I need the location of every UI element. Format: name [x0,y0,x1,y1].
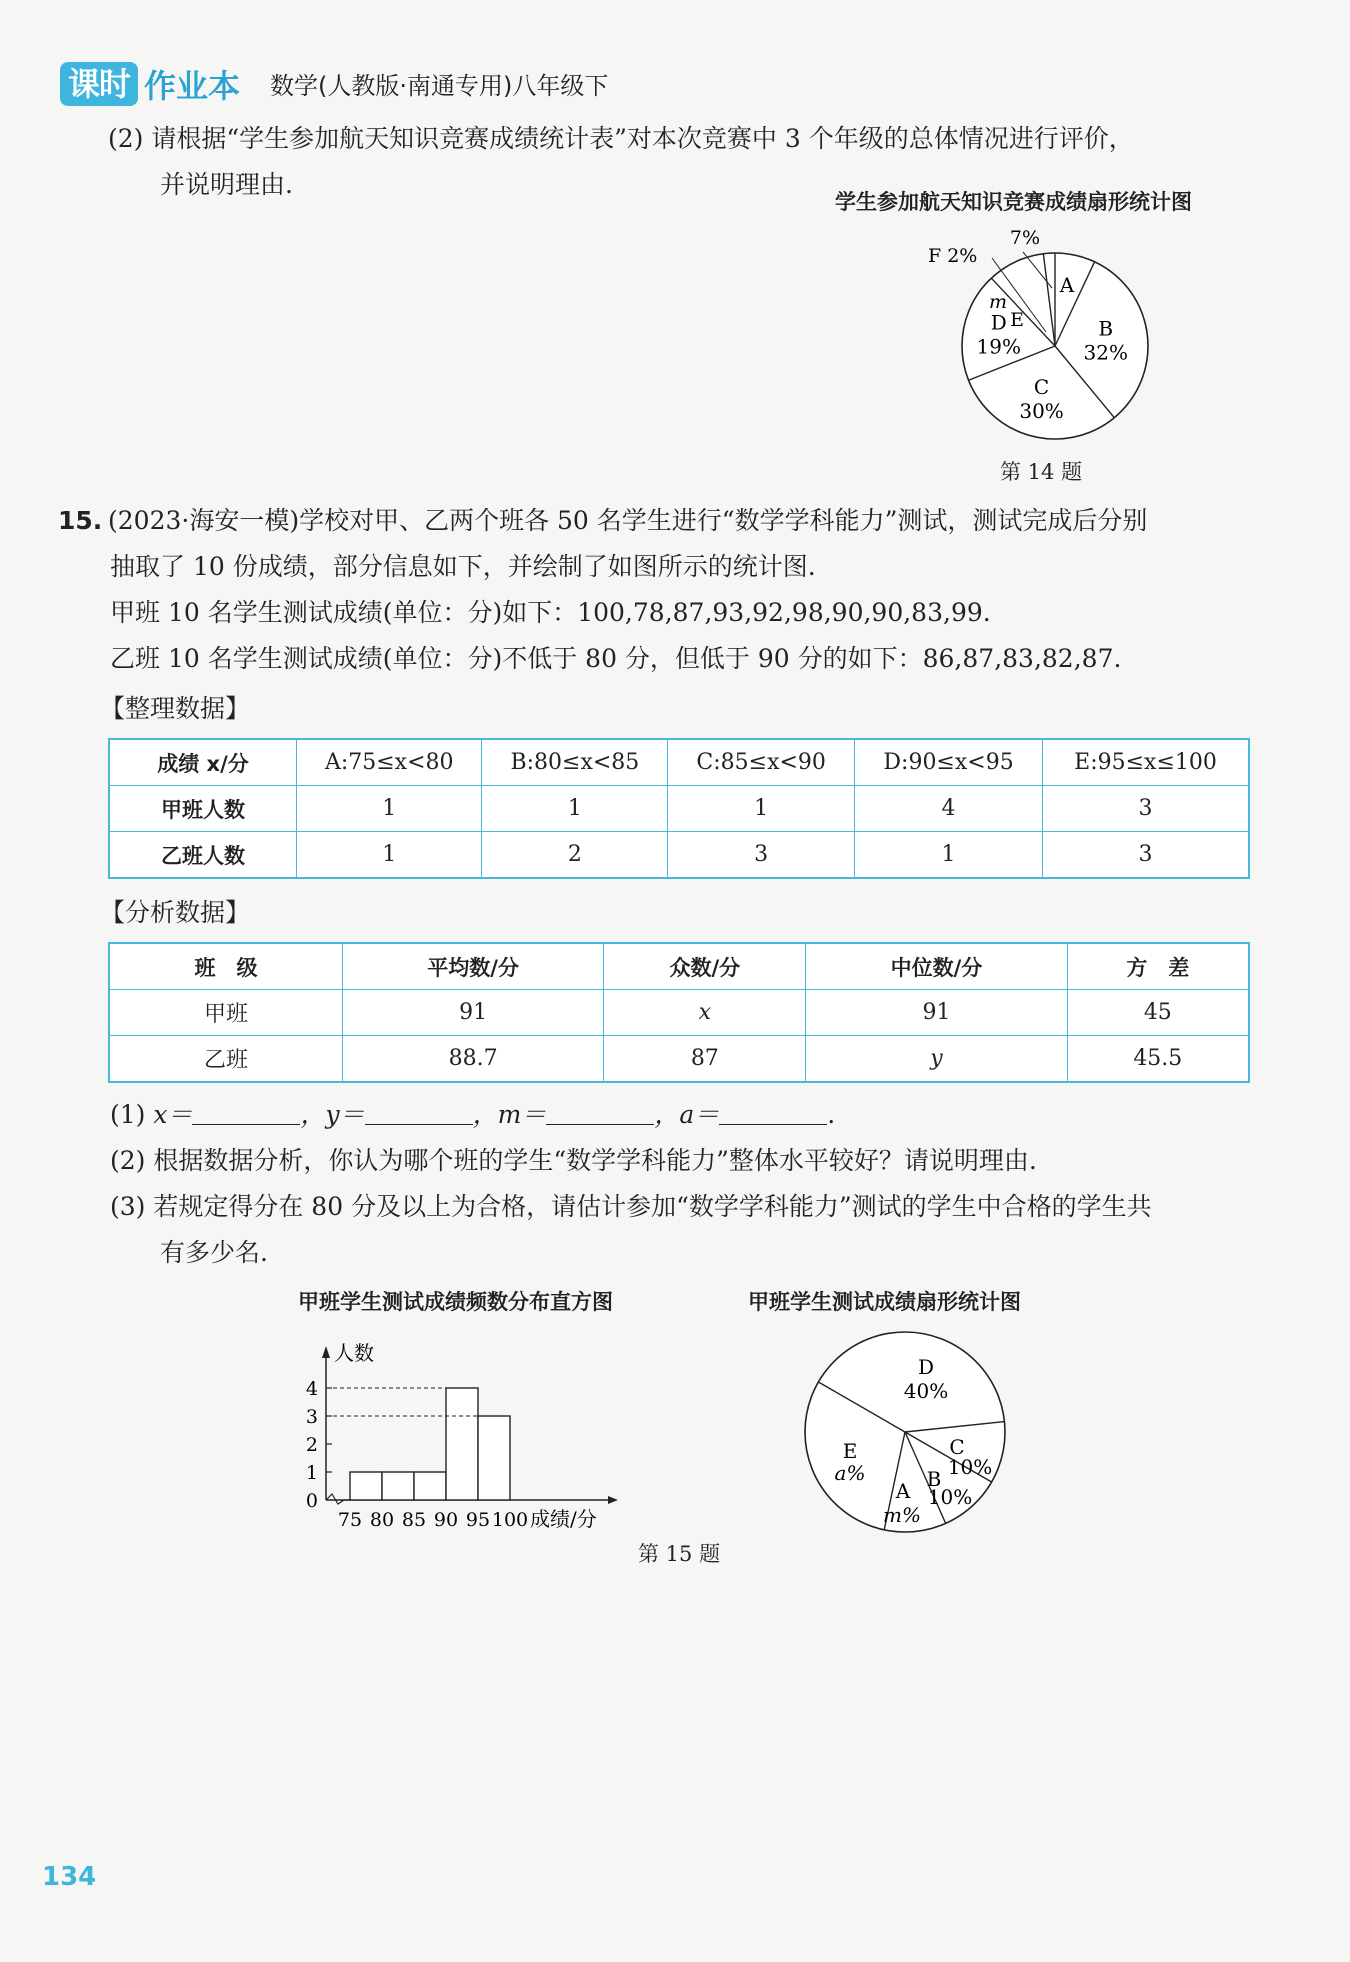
table-cell: 1 [297,832,482,879]
table-row [109,786,1249,832]
pie-slice-label: F 2% [928,245,978,267]
x-tick-label: 100 [491,1509,529,1531]
histogram-title: 甲班学生测试成绩频数分布直方图 [298,1290,613,1314]
table-cell: 45.5 [1067,1036,1249,1083]
y-tick-label: 3 [305,1406,318,1428]
q15-class-a-scores: 甲班 10 名学生测试成绩(单位：分)如下：100,78,87,93,92,98,90,90,83,99. [110,598,991,627]
q15-part3-line2: 有多少名. [160,1238,268,1267]
q15-intro-line1: (2023·海安一模)学校对甲、乙两个班各 50 名学生进行“数学学科能力”测试，测试完成后分别 [108,506,1148,535]
m-label: ，m＝ [472,1100,547,1129]
q14-chart-title: 学生参加航天知识竞赛成绩扇形统计图 [835,190,1192,214]
table-cell: 众数/分 [604,943,806,990]
page-number: 134 [42,1862,97,1892]
y-axis-arrow [322,1346,330,1358]
pie-slice-label: A [1059,273,1075,297]
section-organize-data: 【整理数据】 [100,694,251,723]
logo-badge: 课时 [60,62,138,106]
y-label: ，y＝ [300,1100,365,1129]
pie-slice-label: a% [834,1461,866,1485]
table-cell: 甲班人数 [109,786,297,832]
q14-part2-line2: 并说明理由. [160,170,293,199]
answer-blank-x[interactable] [192,1094,300,1125]
table-cell: 1 [482,786,668,832]
q14-caption: 第 14 题 [1000,460,1083,484]
axis-break [326,1494,350,1504]
table-cell: C:85≤x<90 [668,739,855,786]
part1-prefix: (1) [110,1100,154,1129]
table-cell: 1 [668,786,855,832]
table-cell: 1 [297,786,482,832]
pie-slice-value: m [988,291,1008,313]
logo-title: 作业本 [144,67,241,105]
pie-slice-label: m% [883,1503,921,1527]
x-tick-label: 75 [337,1509,363,1531]
q15-caption: 第 15 题 [638,1542,721,1566]
table-cell: 甲班 [109,990,343,1036]
q15-pie-chart [790,1322,1030,1542]
y-axis-label: 人数 [334,1341,374,1365]
q15-part1 [110,1092,835,1138]
answer-blank-m[interactable] [546,1094,654,1125]
table-cell: 3 [1043,786,1249,832]
pie-slice-label: B [1098,316,1114,341]
table-cell: x [604,990,806,1036]
x-tick-label: 80 [369,1509,395,1531]
table-cell: 91 [343,990,604,1036]
pie-slice-label: B [926,1467,942,1491]
pie-slice-value: 19% [976,334,1021,359]
table-cell: 4 [855,786,1043,832]
pie-slice-label: D [917,1355,935,1379]
histogram-bar [478,1416,510,1500]
table-cell: E:95≤x≤100 [1043,739,1249,786]
pie-slice-label: 10% [947,1455,993,1479]
x-axis-arrow [608,1496,618,1504]
table-cell: B:80≤x<85 [482,739,668,786]
pie-slice-label: C [949,1435,965,1459]
y-tick-label: 0 [305,1490,318,1512]
x-tick-label: 95 [465,1509,491,1531]
q14-pie-chart [920,222,1180,458]
x-tick-label: 90 [433,1509,459,1531]
table-cell: 中位数/分 [806,943,1067,990]
q15-class-b-scores: 乙班 10 名学生测试成绩(单位：分)不低于 80 分，但低于 90 分的如下：86,87,83,82,87. [110,644,1122,673]
y-tick-label: 2 [305,1434,318,1456]
table-cell: y [806,1036,1067,1083]
answer-blank-y[interactable] [365,1094,473,1125]
x-tick-label: 85 [401,1509,427,1531]
histogram-bar [446,1388,478,1500]
x-axis-label: 成绩/分 [530,1507,597,1531]
pie-slice-label: D [990,310,1007,335]
table-cell: 2 [482,832,668,879]
table-cell: 成绩 x/分 [109,739,297,786]
table-cell: 3 [668,832,855,879]
histogram-chart [290,1320,690,1538]
histogram-bar [350,1472,382,1500]
histogram-bar [414,1472,446,1500]
q15-pie-title: 甲班学生测试成绩扇形统计图 [748,1290,1021,1314]
pie-slice-label: E [1010,309,1024,331]
table-row [109,739,1249,786]
q14-part2-line1: (2) 请根据“学生参加航天知识竞赛成绩统计表”对本次竞赛中 3 个年级的总体情况进行评价， [108,124,1134,153]
section-analyze-data: 【分析数据】 [100,898,251,927]
table-cell: 3 [1043,832,1249,879]
table-cell: A:75≤x<80 [297,739,482,786]
pie-slice-label: A [895,1479,911,1503]
q15-intro-line2: 抽取了 10 份成绩，部分信息如下，并绘制了如图所示的统计图. [110,552,816,581]
a-label: ，a＝ [654,1100,720,1129]
pie-slice-label: 10% [927,1485,973,1509]
table-cell: 91 [806,990,1067,1036]
pie-slice-value: 32% [1083,340,1128,365]
table-row [109,943,1249,990]
table-cell: 45 [1067,990,1249,1036]
frequency-table [108,738,1250,879]
pie-slice-label: C [1033,375,1050,400]
pie-slice-value: 30% [1019,399,1064,424]
part1-end: . [827,1100,836,1129]
x-label: x＝ [153,1100,193,1129]
q15-part3-line1: (3) 若规定得分在 80 分及以上为合格，请估计参加“数学学科能力”测试的学生中合格的学生共 [110,1192,1152,1221]
table-row [109,1036,1249,1083]
q15-number: 15. [58,506,103,535]
table-cell: 平均数/分 [343,943,604,990]
table-row [109,990,1249,1036]
table-cell: 乙班人数 [109,832,297,879]
table-cell: 88.7 [343,1036,604,1083]
table-cell: 班 级 [109,943,343,990]
workbook-logo [60,62,240,106]
y-tick-label: 4 [305,1378,318,1400]
y-tick-label: 1 [305,1462,318,1484]
table-cell: 1 [855,832,1043,879]
answer-blank-a[interactable] [719,1094,827,1125]
pie-slice-label: E [842,1439,858,1463]
statistics-table [108,942,1250,1083]
table-cell: 乙班 [109,1036,343,1083]
q15-part2: (2) 根据数据分析，你认为哪个班的学生“数学学科能力”整体水平较好？请说明理由. [110,1146,1037,1175]
table-cell: 87 [604,1036,806,1083]
pie-slice-value: 7% [1009,227,1041,249]
histogram-bar [382,1472,414,1500]
table-cell: D:90≤x<95 [855,739,1043,786]
book-subtitle: 数学(人教版·南通专用)八年级下 [270,72,609,100]
pie-slice-label: 40% [903,1379,949,1403]
table-cell: 方 差 [1067,943,1249,990]
table-row [109,832,1249,879]
